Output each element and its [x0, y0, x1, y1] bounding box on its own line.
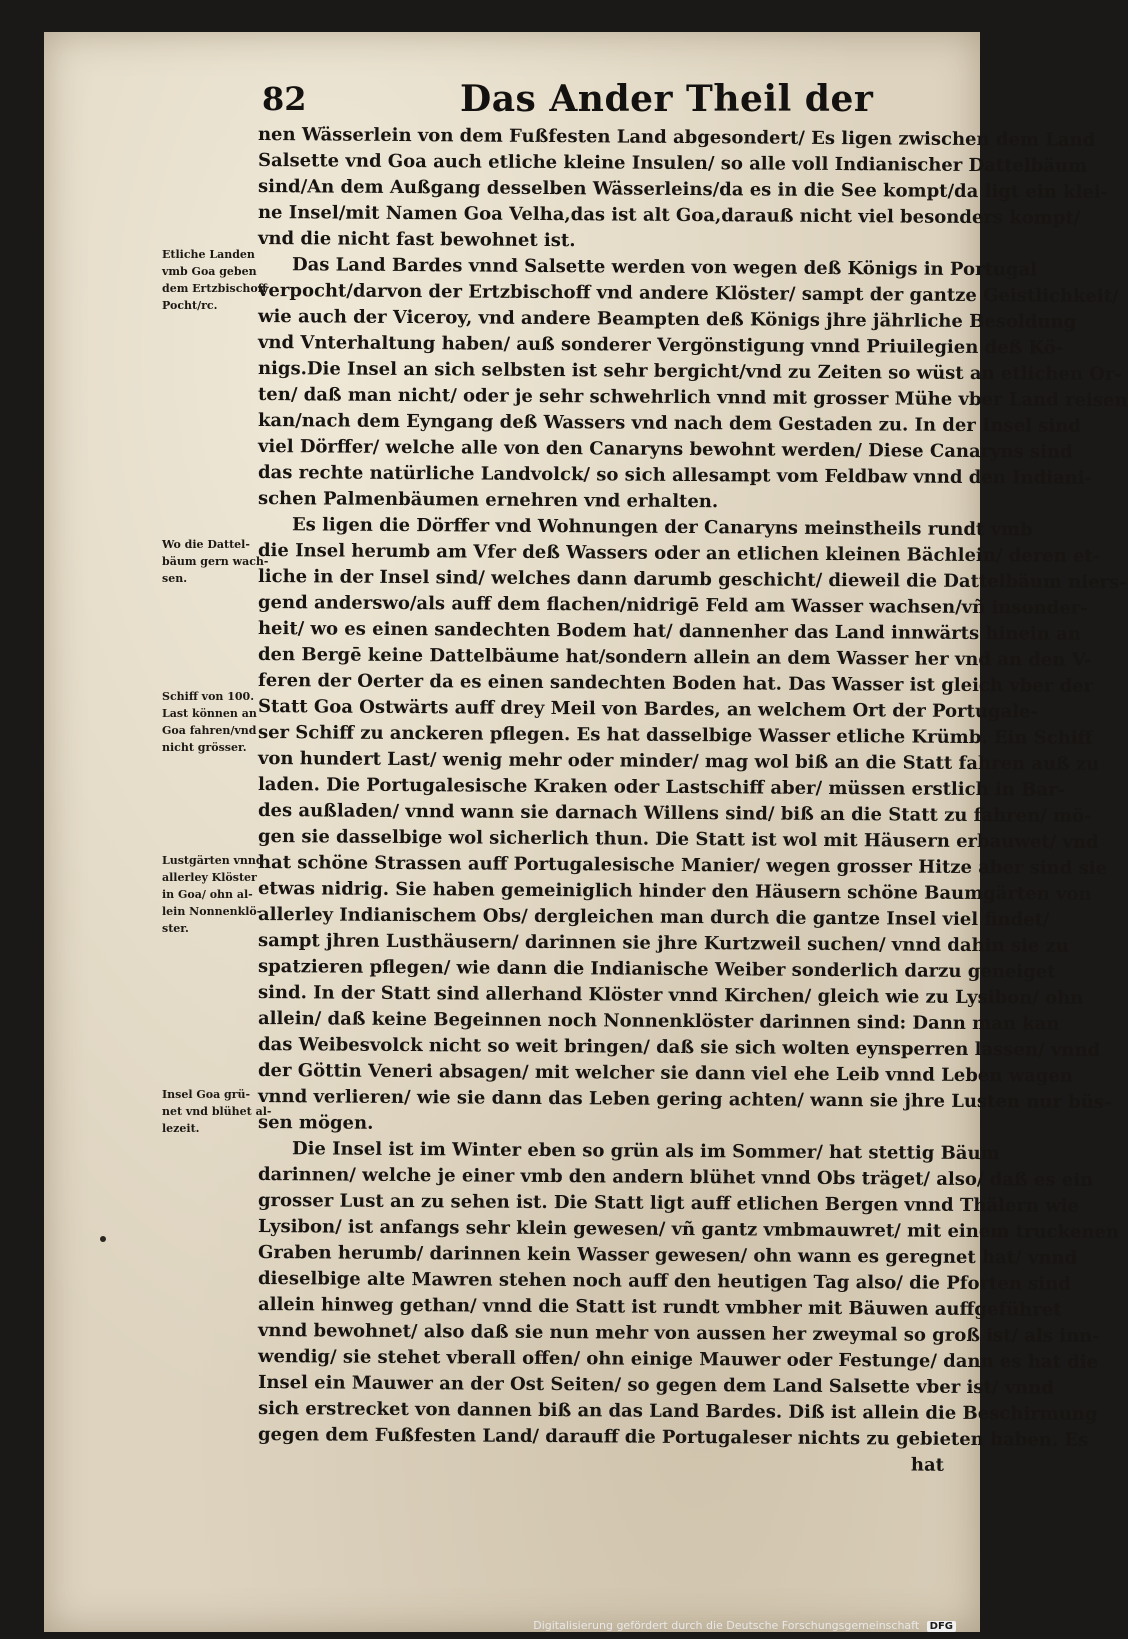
text-line: hat schöne Strassen auff Portugalesische Manier/ wegen grosser Hitze aber sind sie — [257, 852, 1108, 879]
text-line: das rechte natürliche Landvolck/ so sich allesampt vom Feldbaw vnnd den Indiani- — [257, 462, 1093, 489]
text-line: vnd Vnterhaltung haben/ auß sonderer Vergönstigung vnnd Priuilegien deß Kö- — [257, 332, 1064, 359]
text-line: nen Wässerlein von dem Fußfesten Land abgesondert/ Es ligen zwischen dem Land — [257, 124, 1096, 151]
margin-note: Schiff von 100. Last können an Goa fahren/vnd nicht grösser. — [162, 690, 257, 754]
text-line: sampt jhren Lusthäusern/ darinnen sie jhre Kurtzweil suchen/ vnnd dahin sie zu — [257, 930, 1069, 957]
text-line: gend anderswo/als auff dem flachen/nidrigē Feld am Wasser wachsen/vñ insonder- — [257, 592, 1088, 619]
text-line: Statt Goa Ostwärts auff drey Meil von Bardes, an welchem Ort der Portugale- — [257, 696, 1039, 723]
body-text — [257, 122, 1128, 1476]
margin-note: Etliche Landen vmb Goa geben dem Ertzbischoff Pocht/rc. — [162, 248, 267, 312]
page-number: 82 — [262, 80, 307, 118]
text-line: vnnd verlieren/ wie sie dann das Leben gering achten/ wann sie jhre Lusten nur büs- — [257, 1086, 1112, 1113]
text-line: laden. Die Portugalesische Kraken oder Lastschiff aber/ müssen erstlich in Bar- — [257, 774, 1066, 801]
text-line: darinnen/ welche je einer vmb den andern blühet vnnd Obs träget/ also/ daß es ein — [257, 1164, 1094, 1191]
text-line: grosser Lust an zu sehen ist. Die Statt ligt auff etlichen Bergen vnnd Thälern wie — [257, 1190, 1080, 1217]
text-line: ten/ daß man nicht/ oder je sehr schwehrlich vnnd mit grosser Mühe vber Land reisen — [257, 384, 1128, 412]
text-line: das Weibesvolck nicht so weit bringen/ daß sie sich wolten eynsperren lassen/ vnnd — [257, 1034, 1101, 1061]
text-line: vnd die nicht fast bewohnet ist. — [257, 228, 576, 252]
text-line: Das Land Bardes vnnd Salsette werden von wegen deß Königs in Portugal — [291, 254, 1038, 281]
text-line: kan/nach dem Eyngang deß Wassers vnd nach dem Gestaden zu. In der Insel sind — [257, 410, 1082, 437]
digitization-credit — [533, 1619, 956, 1632]
margin-note: Wo die Dattel- bäum gern wach- sen. — [162, 538, 269, 585]
catchword: hat — [910, 1454, 945, 1476]
text-line: die Insel herumb am Vfer deß Wassers oder an etlichen kleinen Bächlein/ deren et- — [257, 540, 1101, 567]
text-line: sind/An dem Außgang desselben Wässerleins/da es in die See kompt/da ligt ein klei- — [257, 176, 1109, 203]
text-line: feren der Oerter da es einen sandechten Boden hat. Das Wasser ist gleich vber der — [257, 670, 1094, 697]
text-line: heit/ wo es einen sandechten Bodem hat/ dannenher das Land innwärts hinein an — [257, 618, 1081, 645]
text-line: Insel ein Mauwer an der Ost Seiten/ so gegen dem Land Salsette vber ist/ vnnd — [257, 1372, 1054, 1399]
text-line: ser Schiff zu anckeren pflegen. Es hat dasselbige Wasser etliche Krümb. Ein Schiff — [257, 722, 1093, 749]
text-line: sind. In der Statt sind allerhand Klöster vnnd Kirchen/ gleich wie zu Lysibon/ ohn — [257, 982, 1084, 1009]
text-line: gegen dem Fußfesten Land/ darauff die Portugaleser nichts zu gebieten haben. Es — [257, 1424, 1089, 1451]
text-line: Es ligen die Dörffer vnd Wohnungen der Canaryns meinstheils rundt vmb — [291, 514, 1033, 541]
text-line: Salsette vnd Goa auch etliche kleine Insulen/ so alle voll Indianischer Dattelbäum — [257, 150, 1088, 177]
text-line: dieselbige alte Mawren stehen noch auff den heutigen Tag also/ die Pforten sind — [257, 1268, 1071, 1295]
margin-note: Lustgärten vnnd allerley Klöster in Goa/ ohn al- lein Nonnenklö- ster. — [162, 854, 264, 935]
text-line: allerley Indianischem Obs/ dergleichen man durch die gantze Insel viel findet/ — [257, 904, 1050, 931]
dfg-logo: DFG — [927, 1621, 956, 1632]
margin-note: Insel Goa grü- net vnd blühet al- lezeit. — [162, 1088, 272, 1135]
text-line: etwas nidrig. Sie haben gemeiniglich hinder den Häusern schöne Baumgärten von — [257, 878, 1092, 905]
text-line: liche in der Insel sind/ welches dann darumb geschicht/ dieweil die Dattelbäum niers- — [257, 566, 1127, 594]
ink-mark — [100, 1236, 106, 1242]
text-line: ne Insel/mit Namen Goa Velha,das ist alt Goa,darauß nicht viel besonders kompt/ — [257, 202, 1081, 229]
text-line: wie auch der Viceroy, vnd andere Beampten deß Königs jhre jährliche Besoldung — [257, 306, 1077, 333]
text-line: Graben herumb/ darinnen kein Wasser gewesen/ ohn wann es geregnet hat/ vnnd — [257, 1242, 1078, 1269]
text-line: allein hinweg gethan/ vnnd die Statt ist rundt vmbher mit Bäuwen auffgeführet — [257, 1294, 1062, 1321]
text-line: vnnd bewohnet/ also daß sie nun mehr von aussen her zweymal so groß ist/ als inn- — [257, 1320, 1100, 1347]
text-line: schen Palmenbäumen ernehren vnd erhalten. — [257, 488, 719, 513]
text-line: Lysibon/ ist anfangs sehr klein gewesen/ vñ gantz vmbmauwret/ mit einem truckenen — [257, 1216, 1120, 1244]
text-line: nigs.Die Insel an sich selbsten ist sehr bergicht/vnd zu Zeiten so wüst an etlichen Or- — [257, 358, 1122, 386]
text-line: allein/ daß keine Begeinnen noch Nonnenklöster darinnen sind: Dann man kan — [257, 1008, 1060, 1035]
text-line: der Göttin Veneri absagen/ mit welcher sie dann viel ehe Leib vnnd Leben wagen — [257, 1060, 1074, 1087]
text-line: gen sie dasselbige wol sicherlich thun. Die Statt ist wol mit Häusern erbauwet/ vnd — [257, 826, 1099, 853]
text-line: wendig/ sie stehet vberall offen/ ohn einige Mauwer oder Festunge/ dann es hat die — [257, 1346, 1099, 1373]
text-line: von hundert Last/ wenig mehr oder minder/ mag wol biß an die Statt fahren auß zu — [257, 748, 1100, 775]
credit-text: Digitalisierung gefördert durch die Deutsche Forschungsgemeinschaft — [533, 1619, 920, 1632]
text-line: Die Insel ist im Winter eben so grün als im Sommer/ hat stettig Bäum — [291, 1138, 1000, 1165]
text-line: sen mögen. — [257, 1112, 374, 1134]
text-line: spatzieren pflegen/ wie dann die Indianische Weiber sonderlich darzu geneiget — [257, 956, 1056, 983]
running-head: Das Ander Theil der — [460, 78, 874, 120]
text-line: sich erstrecket von dannen biß an das Land Bardes. Diß ist allein die Beschirmung — [257, 1398, 1098, 1425]
text-line: den Bergē keine Dattelbäume hat/sondern allein an dem Wasser her vnd an den V- — [257, 644, 1092, 671]
text-line: des außladen/ vnnd wann sie darnach Willens sind/ biß an die Statt zu fahren/ mö- — [257, 800, 1092, 827]
text-line: viel Dörffer/ welche alle von den Canaryns bewohnt werden/ Diese Canaryns sind — [257, 436, 1073, 463]
text-line: verpocht/darvon der Ertzbischoff vnd andere Klöster/ sampt der gantze Geistlichkeit/ — [257, 280, 1119, 308]
